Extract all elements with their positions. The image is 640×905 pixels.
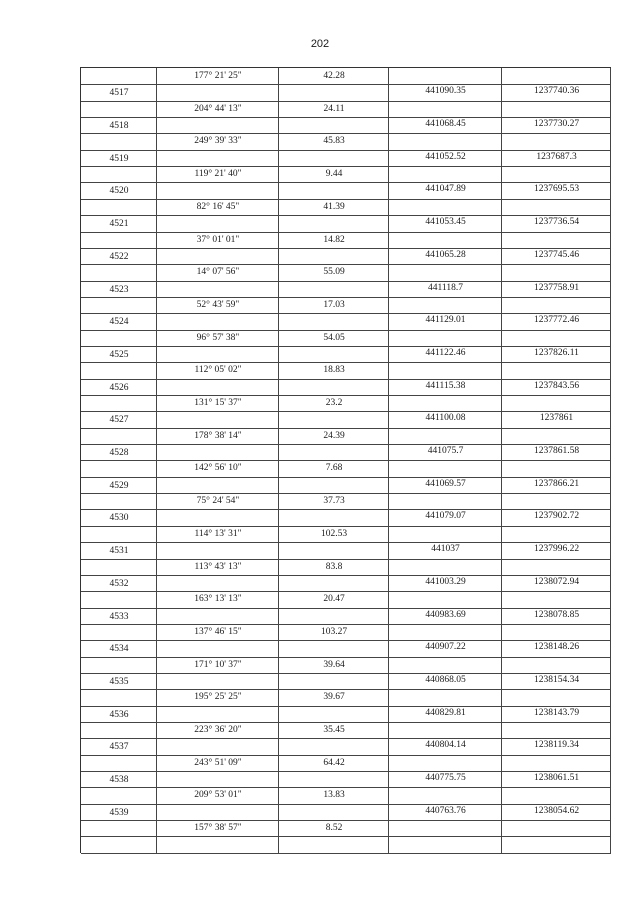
bearing-cell: 96° 57' 38" xyxy=(196,333,240,343)
distance-cell: 9.44 xyxy=(325,169,343,179)
distance-cell: 14.82 xyxy=(323,235,345,245)
row-divider xyxy=(81,853,611,854)
northing-cell: 441065.28 xyxy=(425,250,466,260)
point-id-cell: 4529 xyxy=(109,481,129,491)
easting-cell: 1237902.72 xyxy=(533,511,580,521)
distance-cell: 24.11 xyxy=(323,104,345,114)
bearing-cell: 223° 36' 20" xyxy=(194,725,242,735)
distance-cell: 42.28 xyxy=(323,71,345,81)
point-id-cell: 4525 xyxy=(109,350,129,360)
survey-coordinate-table xyxy=(80,67,611,853)
easting-cell: 1238072.94 xyxy=(533,577,580,587)
row-divider xyxy=(81,836,611,837)
northing-cell: 441037 xyxy=(431,544,460,554)
point-id-cell: 4526 xyxy=(109,383,129,393)
distance-cell: 39.64 xyxy=(323,660,345,670)
bearing-cell: 177° 21' 25" xyxy=(194,71,242,81)
point-id-cell: 4524 xyxy=(109,317,129,327)
distance-cell: 13.83 xyxy=(323,790,345,800)
point-id-cell: 4535 xyxy=(109,677,129,687)
row-divider xyxy=(81,493,611,494)
bearing-cell: 142° 56' 10" xyxy=(194,463,242,473)
northing-cell: 441047.89 xyxy=(425,184,466,194)
easting-cell: 1237996.22 xyxy=(533,544,580,554)
point-id-cell: 4517 xyxy=(109,88,129,98)
point-id-cell: 4519 xyxy=(109,154,129,164)
northing-cell: 441129.01 xyxy=(425,315,466,325)
northing-cell: 441115.38 xyxy=(425,381,466,391)
bearing-cell: 157° 38' 57" xyxy=(194,823,242,833)
bearing-cell: 171° 10' 37" xyxy=(194,660,242,670)
row-divider xyxy=(81,722,611,723)
point-id-cell: 4531 xyxy=(109,546,129,556)
easting-cell: 1237740.36 xyxy=(533,86,580,96)
bearing-cell: 209° 53' 01" xyxy=(194,790,242,800)
distance-cell: 55.09 xyxy=(323,267,345,277)
easting-cell: 1237861 xyxy=(539,413,574,423)
row-divider xyxy=(81,297,611,298)
easting-cell: 1237758.91 xyxy=(533,283,580,293)
row-divider xyxy=(81,787,611,788)
northing-cell: 440907.22 xyxy=(425,642,466,652)
bearing-cell: 52° 43' 59" xyxy=(196,300,240,310)
row-divider xyxy=(81,591,611,592)
northing-cell: 441075.7 xyxy=(427,446,464,456)
point-id-cell: 4520 xyxy=(109,186,129,196)
row-divider xyxy=(81,362,611,363)
distance-cell: 24.39 xyxy=(323,431,345,441)
easting-cell: 1237687.3 xyxy=(536,152,577,162)
point-id-cell: 4523 xyxy=(109,285,129,295)
bearing-cell: 37° 01' 01" xyxy=(196,235,240,245)
bearing-cell: 178° 38' 14" xyxy=(194,431,242,441)
row-divider xyxy=(81,526,611,527)
point-id-cell: 4521 xyxy=(109,219,129,229)
northing-cell: 441090.35 xyxy=(425,86,466,96)
point-id-cell: 4530 xyxy=(109,513,129,523)
bearing-cell: 204° 44' 13" xyxy=(194,104,242,114)
page-number: 202 xyxy=(310,38,330,50)
easting-cell: 1237861.58 xyxy=(533,446,580,456)
bearing-cell: 82° 16' 45" xyxy=(196,202,240,212)
northing-cell: 441053.45 xyxy=(425,217,466,227)
point-id-cell: 4534 xyxy=(109,644,129,654)
distance-cell: 37.73 xyxy=(323,496,345,506)
point-id-cell: 4539 xyxy=(109,808,129,818)
northing-cell: 440775.75 xyxy=(425,773,466,783)
easting-cell: 1237772.46 xyxy=(533,315,580,325)
point-id-cell: 4528 xyxy=(109,448,129,458)
easting-cell: 1238078.85 xyxy=(533,610,580,620)
row-divider xyxy=(81,559,611,560)
bearing-cell: 163° 13' 13" xyxy=(194,594,242,604)
distance-cell: 17.03 xyxy=(323,300,345,310)
easting-cell: 1237866.21 xyxy=(533,479,580,489)
row-divider xyxy=(81,133,611,134)
distance-cell: 54.05 xyxy=(323,333,345,343)
point-id-cell: 4527 xyxy=(109,415,129,425)
bearing-cell: 243° 51' 09" xyxy=(194,758,242,768)
northing-cell: 440829.81 xyxy=(425,708,466,718)
northing-cell: 441052.52 xyxy=(425,152,466,162)
point-id-cell: 4537 xyxy=(109,742,129,752)
northing-cell: 441068.45 xyxy=(425,119,466,129)
bearing-cell: 14° 07' 56" xyxy=(196,267,240,277)
distance-cell: 23.2 xyxy=(325,398,343,408)
row-divider xyxy=(81,232,611,233)
easting-cell: 1238148.26 xyxy=(533,642,580,652)
row-divider xyxy=(81,101,611,102)
row-divider xyxy=(81,755,611,756)
easting-cell: 1238154.34 xyxy=(533,675,580,685)
northing-cell: 441122.46 xyxy=(425,348,466,358)
row-divider xyxy=(81,428,611,429)
distance-cell: 18.83 xyxy=(323,365,345,375)
distance-cell: 64.42 xyxy=(323,758,345,768)
row-divider xyxy=(81,820,611,821)
distance-cell: 45.83 xyxy=(323,136,345,146)
northing-cell: 441079.07 xyxy=(425,511,466,521)
northing-cell: 441118.7 xyxy=(428,283,463,293)
row-divider xyxy=(81,657,611,658)
northing-cell: 440868.05 xyxy=(425,675,466,685)
easting-cell: 1237730.27 xyxy=(533,119,580,129)
northing-cell: 441069.57 xyxy=(425,479,466,489)
bearing-cell: 249° 39' 33" xyxy=(194,136,242,146)
point-id-cell: 4536 xyxy=(109,710,129,720)
northing-cell: 440804.14 xyxy=(425,740,466,750)
distance-cell: 39.67 xyxy=(323,692,345,702)
distance-cell: 7.68 xyxy=(325,463,343,473)
point-id-cell: 4533 xyxy=(109,612,129,622)
northing-cell: 441100.08 xyxy=(425,413,466,423)
bearing-cell: 137° 46' 15" xyxy=(194,627,242,637)
row-divider xyxy=(81,330,611,331)
bearing-cell: 113° 43' 13" xyxy=(194,562,242,572)
row-divider xyxy=(81,199,611,200)
easting-cell: 1237745.46 xyxy=(533,250,580,260)
distance-cell: 8.52 xyxy=(325,823,343,833)
distance-cell: 103.27 xyxy=(320,627,348,637)
point-id-cell: 4522 xyxy=(109,252,129,262)
row-divider xyxy=(81,264,611,265)
point-id-cell: 4532 xyxy=(109,579,129,589)
point-id-cell: 4538 xyxy=(109,775,129,785)
easting-cell: 1238061.51 xyxy=(533,773,580,783)
distance-cell: 35.45 xyxy=(323,725,345,735)
row-divider xyxy=(81,689,611,690)
easting-cell: 1237736.54 xyxy=(533,217,580,227)
row-divider xyxy=(81,624,611,625)
bearing-cell: 114° 13' 31" xyxy=(194,529,242,539)
bearing-cell: 75° 24' 54" xyxy=(196,496,240,506)
bearing-cell: 131° 15' 37" xyxy=(194,398,242,408)
northing-cell: 441003.29 xyxy=(425,577,466,587)
row-divider xyxy=(81,395,611,396)
distance-cell: 83.8 xyxy=(325,562,343,572)
easting-cell: 1237843.56 xyxy=(533,381,580,391)
distance-cell: 20.47 xyxy=(323,594,345,604)
northing-cell: 440983.69 xyxy=(425,610,466,620)
bearing-cell: 112° 05' 02" xyxy=(194,365,242,375)
point-id-cell: 4518 xyxy=(109,121,129,131)
distance-cell: 41.39 xyxy=(323,202,345,212)
distance-cell: 102.53 xyxy=(320,529,348,539)
easting-cell: 1237695.53 xyxy=(533,184,580,194)
row-divider xyxy=(81,166,611,167)
bearing-cell: 195° 25' 25" xyxy=(194,692,242,702)
easting-cell: 1238054.62 xyxy=(533,806,580,816)
easting-cell: 1238119.34 xyxy=(534,740,579,750)
bearing-cell: 119° 21' 40" xyxy=(194,169,242,179)
northing-cell: 440763.76 xyxy=(425,806,466,816)
easting-cell: 1238143.79 xyxy=(533,708,580,718)
easting-cell: 1237826.11 xyxy=(534,348,579,358)
row-divider xyxy=(81,460,611,461)
